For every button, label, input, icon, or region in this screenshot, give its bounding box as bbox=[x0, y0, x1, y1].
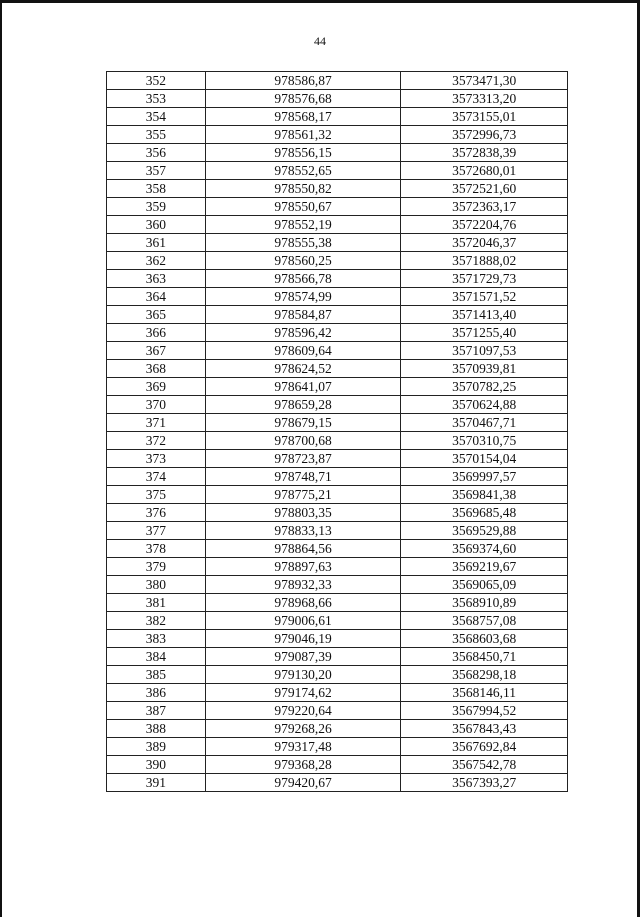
y-coordinate-cell: 3568298,18 bbox=[401, 666, 568, 684]
x-coordinate-cell: 978568,17 bbox=[205, 108, 401, 126]
scan-border-top bbox=[0, 0, 640, 3]
x-coordinate-cell: 978803,35 bbox=[205, 504, 401, 522]
point-number-cell: 358 bbox=[107, 180, 206, 198]
y-coordinate-cell: 3568910,89 bbox=[401, 594, 568, 612]
point-number-cell: 359 bbox=[107, 198, 206, 216]
table-row bbox=[107, 756, 568, 774]
x-coordinate-cell: 978584,87 bbox=[205, 306, 401, 324]
table-row bbox=[107, 522, 568, 540]
coordinates-table-body bbox=[107, 72, 568, 792]
x-coordinate-cell: 978775,21 bbox=[205, 486, 401, 504]
table-row bbox=[107, 342, 568, 360]
x-coordinate-cell: 978552,65 bbox=[205, 162, 401, 180]
table-row bbox=[107, 576, 568, 594]
x-coordinate-cell: 978560,25 bbox=[205, 252, 401, 270]
x-coordinate-cell: 979087,39 bbox=[205, 648, 401, 666]
x-coordinate-cell: 978968,66 bbox=[205, 594, 401, 612]
coordinates-table bbox=[106, 71, 568, 792]
y-coordinate-cell: 3567393,27 bbox=[401, 774, 568, 792]
x-coordinate-cell: 978550,82 bbox=[205, 180, 401, 198]
table-row bbox=[107, 306, 568, 324]
point-number-cell: 383 bbox=[107, 630, 206, 648]
x-coordinate-cell: 979220,64 bbox=[205, 702, 401, 720]
point-number-cell: 391 bbox=[107, 774, 206, 792]
x-coordinate-cell: 978723,87 bbox=[205, 450, 401, 468]
table-row bbox=[107, 396, 568, 414]
point-number-cell: 366 bbox=[107, 324, 206, 342]
point-number-cell: 361 bbox=[107, 234, 206, 252]
y-coordinate-cell: 3572680,01 bbox=[401, 162, 568, 180]
point-number-cell: 373 bbox=[107, 450, 206, 468]
y-coordinate-cell: 3570154,04 bbox=[401, 450, 568, 468]
table-row bbox=[107, 198, 568, 216]
point-number-cell: 369 bbox=[107, 378, 206, 396]
point-number-cell: 380 bbox=[107, 576, 206, 594]
scan-border-left bbox=[0, 0, 2, 917]
y-coordinate-cell: 3571888,02 bbox=[401, 252, 568, 270]
point-number-cell: 375 bbox=[107, 486, 206, 504]
table-row bbox=[107, 216, 568, 234]
y-coordinate-cell: 3571413,40 bbox=[401, 306, 568, 324]
point-number-cell: 352 bbox=[107, 72, 206, 90]
table-row bbox=[107, 540, 568, 558]
table-row bbox=[107, 180, 568, 198]
y-coordinate-cell: 3572838,39 bbox=[401, 144, 568, 162]
point-number-cell: 376 bbox=[107, 504, 206, 522]
table-row bbox=[107, 720, 568, 738]
y-coordinate-cell: 3571255,40 bbox=[401, 324, 568, 342]
point-number-cell: 367 bbox=[107, 342, 206, 360]
x-coordinate-cell: 979420,67 bbox=[205, 774, 401, 792]
y-coordinate-cell: 3569685,48 bbox=[401, 504, 568, 522]
table-row bbox=[107, 360, 568, 378]
x-coordinate-cell: 978574,99 bbox=[205, 288, 401, 306]
y-coordinate-cell: 3568450,71 bbox=[401, 648, 568, 666]
x-coordinate-cell: 979317,48 bbox=[205, 738, 401, 756]
x-coordinate-cell: 978555,38 bbox=[205, 234, 401, 252]
y-coordinate-cell: 3572996,73 bbox=[401, 126, 568, 144]
point-number-cell: 386 bbox=[107, 684, 206, 702]
x-coordinate-cell: 978586,87 bbox=[205, 72, 401, 90]
table-row bbox=[107, 108, 568, 126]
point-number-cell: 378 bbox=[107, 540, 206, 558]
table-row bbox=[107, 378, 568, 396]
x-coordinate-cell: 978552,19 bbox=[205, 216, 401, 234]
table-row bbox=[107, 504, 568, 522]
table-row bbox=[107, 558, 568, 576]
page-number: 44 bbox=[314, 34, 326, 48]
x-coordinate-cell: 979174,62 bbox=[205, 684, 401, 702]
point-number-cell: 382 bbox=[107, 612, 206, 630]
point-number-cell: 360 bbox=[107, 216, 206, 234]
y-coordinate-cell: 3567843,43 bbox=[401, 720, 568, 738]
point-number-cell: 353 bbox=[107, 90, 206, 108]
table-row bbox=[107, 486, 568, 504]
point-number-cell: 374 bbox=[107, 468, 206, 486]
table-row bbox=[107, 270, 568, 288]
y-coordinate-cell: 3571729,73 bbox=[401, 270, 568, 288]
point-number-cell: 362 bbox=[107, 252, 206, 270]
y-coordinate-cell: 3569219,67 bbox=[401, 558, 568, 576]
point-number-cell: 354 bbox=[107, 108, 206, 126]
y-coordinate-cell: 3568757,08 bbox=[401, 612, 568, 630]
table-row bbox=[107, 684, 568, 702]
table-row bbox=[107, 612, 568, 630]
y-coordinate-cell: 3570310,75 bbox=[401, 432, 568, 450]
y-coordinate-cell: 3573155,01 bbox=[401, 108, 568, 126]
y-coordinate-cell: 3569841,38 bbox=[401, 486, 568, 504]
x-coordinate-cell: 978700,68 bbox=[205, 432, 401, 450]
y-coordinate-cell: 3570624,88 bbox=[401, 396, 568, 414]
y-coordinate-cell: 3571571,52 bbox=[401, 288, 568, 306]
y-coordinate-cell: 3568146,11 bbox=[401, 684, 568, 702]
y-coordinate-cell: 3570939,81 bbox=[401, 360, 568, 378]
table-row bbox=[107, 162, 568, 180]
x-coordinate-cell: 978624,52 bbox=[205, 360, 401, 378]
point-number-cell: 365 bbox=[107, 306, 206, 324]
table-row bbox=[107, 648, 568, 666]
table-row bbox=[107, 432, 568, 450]
point-number-cell: 356 bbox=[107, 144, 206, 162]
x-coordinate-cell: 978641,07 bbox=[205, 378, 401, 396]
x-coordinate-cell: 979268,26 bbox=[205, 720, 401, 738]
x-coordinate-cell: 978897,63 bbox=[205, 558, 401, 576]
y-coordinate-cell: 3567542,78 bbox=[401, 756, 568, 774]
x-coordinate-cell: 978550,67 bbox=[205, 198, 401, 216]
x-coordinate-cell: 979046,19 bbox=[205, 630, 401, 648]
y-coordinate-cell: 3572363,17 bbox=[401, 198, 568, 216]
point-number-cell: 387 bbox=[107, 702, 206, 720]
table-row bbox=[107, 414, 568, 432]
x-coordinate-cell: 979368,28 bbox=[205, 756, 401, 774]
table-row bbox=[107, 594, 568, 612]
table-row bbox=[107, 252, 568, 270]
point-number-cell: 364 bbox=[107, 288, 206, 306]
point-number-cell: 390 bbox=[107, 756, 206, 774]
y-coordinate-cell: 3571097,53 bbox=[401, 342, 568, 360]
y-coordinate-cell: 3569529,88 bbox=[401, 522, 568, 540]
table-row bbox=[107, 630, 568, 648]
table-row bbox=[107, 450, 568, 468]
x-coordinate-cell: 978864,56 bbox=[205, 540, 401, 558]
point-number-cell: 357 bbox=[107, 162, 206, 180]
table-row bbox=[107, 702, 568, 720]
point-number-cell: 371 bbox=[107, 414, 206, 432]
point-number-cell: 385 bbox=[107, 666, 206, 684]
y-coordinate-cell: 3568603,68 bbox=[401, 630, 568, 648]
y-coordinate-cell: 3570782,25 bbox=[401, 378, 568, 396]
table-row bbox=[107, 468, 568, 486]
y-coordinate-cell: 3572204,76 bbox=[401, 216, 568, 234]
y-coordinate-cell: 3570467,71 bbox=[401, 414, 568, 432]
table-row bbox=[107, 288, 568, 306]
x-coordinate-cell: 978576,68 bbox=[205, 90, 401, 108]
point-number-cell: 388 bbox=[107, 720, 206, 738]
point-number-cell: 370 bbox=[107, 396, 206, 414]
point-number-cell: 372 bbox=[107, 432, 206, 450]
y-coordinate-cell: 3567692,84 bbox=[401, 738, 568, 756]
x-coordinate-cell: 978566,78 bbox=[205, 270, 401, 288]
point-number-cell: 355 bbox=[107, 126, 206, 144]
table-row bbox=[107, 72, 568, 90]
point-number-cell: 379 bbox=[107, 558, 206, 576]
y-coordinate-cell: 3569065,09 bbox=[401, 576, 568, 594]
table-row bbox=[107, 126, 568, 144]
table-row bbox=[107, 666, 568, 684]
x-coordinate-cell: 978596,42 bbox=[205, 324, 401, 342]
y-coordinate-cell: 3567994,52 bbox=[401, 702, 568, 720]
x-coordinate-cell: 978833,13 bbox=[205, 522, 401, 540]
y-coordinate-cell: 3573313,20 bbox=[401, 90, 568, 108]
x-coordinate-cell: 978556,15 bbox=[205, 144, 401, 162]
table-row bbox=[107, 738, 568, 756]
point-number-cell: 363 bbox=[107, 270, 206, 288]
x-coordinate-cell: 978932,33 bbox=[205, 576, 401, 594]
table-row bbox=[107, 324, 568, 342]
x-coordinate-cell: 978561,32 bbox=[205, 126, 401, 144]
x-coordinate-cell: 978679,15 bbox=[205, 414, 401, 432]
x-coordinate-cell: 979130,20 bbox=[205, 666, 401, 684]
point-number-cell: 381 bbox=[107, 594, 206, 612]
table-row bbox=[107, 774, 568, 792]
x-coordinate-cell: 978609,64 bbox=[205, 342, 401, 360]
table-row bbox=[107, 90, 568, 108]
point-number-cell: 384 bbox=[107, 648, 206, 666]
point-number-cell: 368 bbox=[107, 360, 206, 378]
y-coordinate-cell: 3572046,37 bbox=[401, 234, 568, 252]
point-number-cell: 377 bbox=[107, 522, 206, 540]
point-number-cell: 389 bbox=[107, 738, 206, 756]
table-row bbox=[107, 144, 568, 162]
x-coordinate-cell: 979006,61 bbox=[205, 612, 401, 630]
y-coordinate-cell: 3569997,57 bbox=[401, 468, 568, 486]
y-coordinate-cell: 3569374,60 bbox=[401, 540, 568, 558]
x-coordinate-cell: 978748,71 bbox=[205, 468, 401, 486]
table-row bbox=[107, 234, 568, 252]
y-coordinate-cell: 3573471,30 bbox=[401, 72, 568, 90]
y-coordinate-cell: 3572521,60 bbox=[401, 180, 568, 198]
x-coordinate-cell: 978659,28 bbox=[205, 396, 401, 414]
